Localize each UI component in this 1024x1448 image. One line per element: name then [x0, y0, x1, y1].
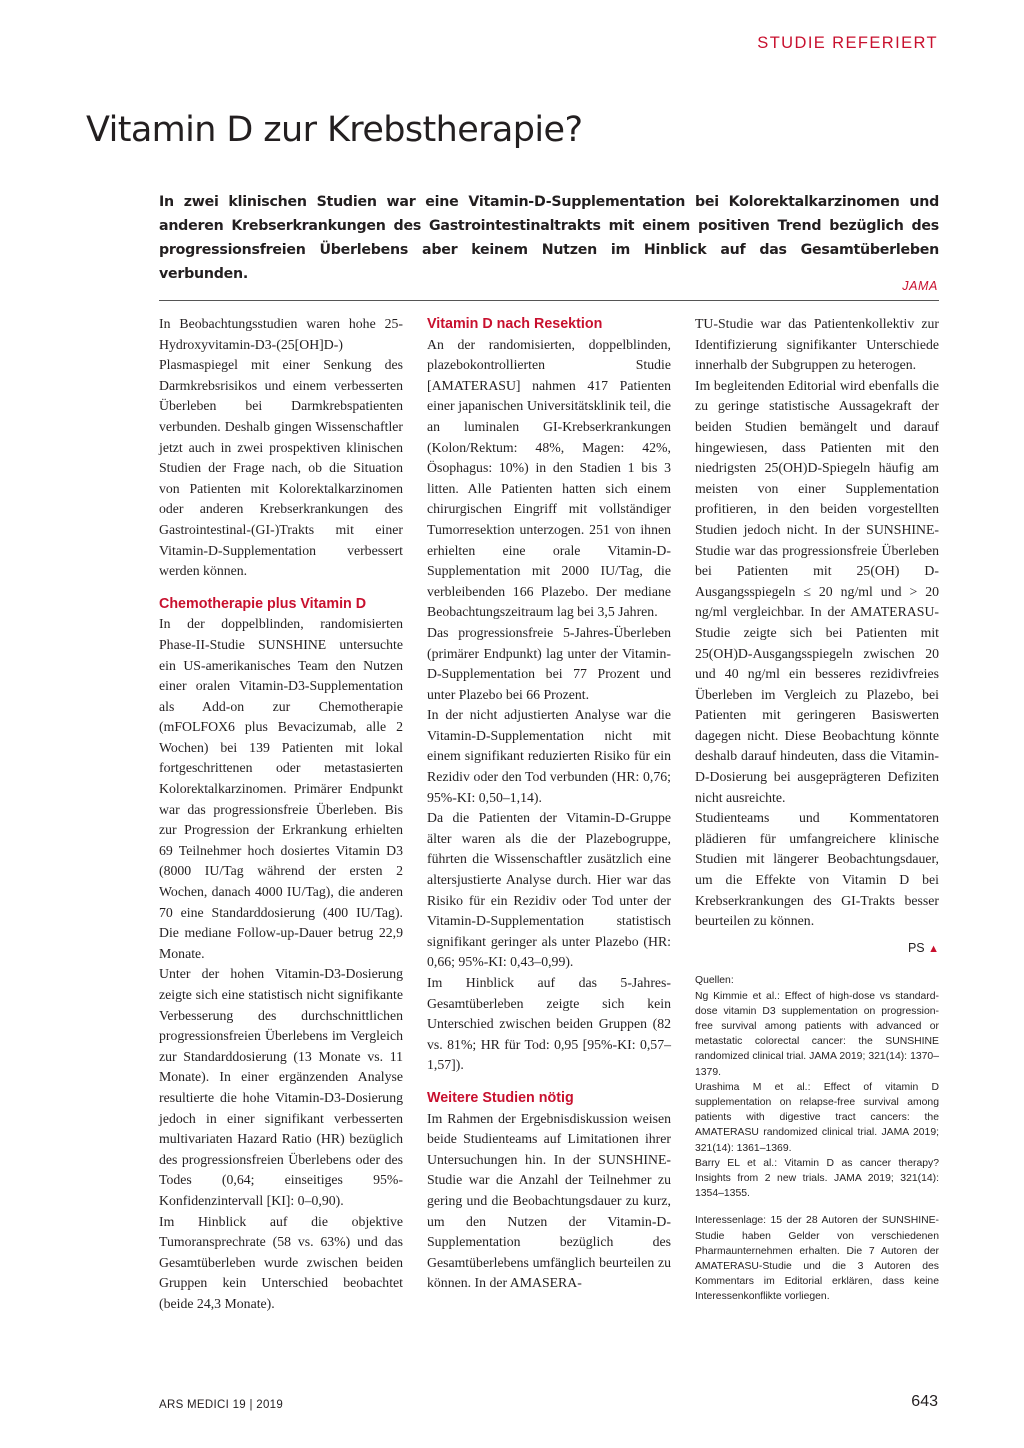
body-paragraph: Da die Patienten der Vitamin-D-Gruppe älter waren als die der Plazebogruppe, führten die Wissenschaftler zusätzlich eine altersjustierte Analyse durch. Hier war das Risiko für ein Rezidiv oder Tod unter der Vitamin-D-Supplementation statistisch signifikant geringer als unter Plazebo (HR: 0,66; 95%-KI: 0,43–0,99). [427, 810, 671, 970]
reference-item: Barry EL et al.: Vitamin D as cancer therapy? Insights from 2 new trials. JAMA 2019; 321(14): 1354–1355. [695, 1157, 939, 1200]
source-label: JAMA [902, 279, 938, 293]
article-lead: In zwei klinischen Studien war eine Vitamin-D-Supplementation bei Kolorektalkarzinomen und anderen Krebserkrankungen des Gastrointestinaltrakts mit einem positiven Trend bezüglich des progressionsfreien Überlebens aber keinem Nutzen im Hinblick auf das Gesamtüberleben verbunden. [159, 194, 939, 282]
page-number: 643 [911, 1393, 938, 1410]
body-paragraph: In der nicht adjustierten Analyse war die Vitamin-D-Supplementation nicht mit einem signifikant reduzierten Risiko für ein Rezidiv oder den Tod verbunden (HR: 0,76; 95%-KI: 0,50–1,14). [427, 707, 671, 805]
body-paragraph: Im begleitenden Editorial wird ebenfalls die zu geringe statistische Aussagekraft der beiden Studien bemängelt und darauf hingewiesen, dass Patienten mit den niedrigsten 25(OH)D-Spiegeln häufig am meisten von einer Supplementation profitieren, in den beiden vorgestellten Studien jedoch nicht. In der SUNSHINE-Studie war das progressionsfreie Überleben bei Patienten mit 25(OH) D-Ausgangsspiegeln ≤ 20 ng/ml und > 20 ng/ml vergleichbar. In der AMATERASU-Studie zeigte sich bei Patienten mit 25(OH)D-Ausgangsspiegeln zwischen 20 und 40 ng/ml ein besseres rezidivfreies Überleben im Vergleich zu Plazebo, bei Patienten mit geringeren Basiswerten dagegen nicht. Diese Beobachtung könnte deshalb darauf hindeuten, dass die Vitamin-D-Dosierung bei ausgeprägteren Defiziten nicht ausreichte. [695, 377, 939, 805]
column-1 [159, 314, 403, 1315]
end-marker-icon: ▲ [928, 942, 939, 955]
column-2 [427, 314, 671, 1294]
reference-item: Urashima M et al.: Effect of vitamin D supplementation on relapse-free survival among patients with digestive tract cancers: the AMATERASU randomized clinical trial. JAMA 2019; 321(14): 1361–1369. [695, 1081, 939, 1154]
references [695, 973, 939, 1201]
body-paragraph: Das progressionsfreie 5-Jahres-Überleben (primärer Endpunkt) lag unter der Vitamin-D-Supplementation bei 77 Prozent und unter Plazebo bei 66 Prozent. [427, 624, 671, 702]
body-paragraph: Studienteams und Kommentatoren plädieren für umfangreichere klinische Studien mit längerer Beobachtungsdauer, um die Effekte von Vitamin D bei Krebserkrankungen des GI-Trakts besser beurteilen zu können. [695, 810, 939, 929]
article-title: Vitamin D zur Krebstherapie? [86, 110, 583, 150]
subheading-resection: Vitamin D nach Resektion [427, 316, 603, 332]
body-paragraph: Unter der hohen Vitamin-D3-Dosierung zeigte sich eine statistisch nicht signifikante Verbesserung des durchschnittlichen progressionsfreien Überlebens im Vergleich zur Standarddosierung (13 Monate vs. 11 Monate). In einer ergänzenden Analyse resultierte die hohe Vitamin-D3-Dosierung jedoch in einer signifikant verbesserten multivariaten Hazard Ratio (HR) bezüglich des progressionsfreien Überlebens oder des Todes (0,64; einseitiges 95%-Konfidenzintervall [KI]: 0–0,90). [159, 966, 403, 1208]
header-divider [159, 300, 939, 301]
column-3 [695, 314, 939, 1305]
body-paragraph: Im Hinblick auf das 5-Jahres-Gesamtüberleben zeigte sich kein Unterschied zwischen beiden Gruppen (82 vs. 81%; HR für Tod: 0,95 [95%-KI: 0,57–1,57]). [427, 975, 671, 1073]
body-paragraph: TU-Studie war das Patientenkollektiv zur Identifizierung signifikanter Unterschiede innerhalb der Subgruppen zu heterogen. [695, 316, 939, 373]
subheading-chemotherapy: Chemotherapie plus Vitamin D [159, 595, 367, 612]
intro-paragraph: In Beobachtungsstudien waren hohe 25-Hydroxyvitamin-D3-(25[OH]D-) Plasmaspiegel mit einer Senkung des Darmkrebsrisikos und einem verbesserten Überleben bei Darmkrebspatienten verbunden. Deshalb gingen Wissenschaftler jetzt auch in zwei prospektiven klinischen Studien der Frage nach, ob die Situation von Patienten mit Kolorektalkarzinomen oder anderen Krebserkrankungen des Gastrointestinal-(GI-)Trakts mit einer Vitamin-D-Supplementation verbessert werden können. [159, 316, 403, 579]
body-paragraph: An der randomisierten, doppelblinden, plazebokontrollierten Studie [AMATERASU] nahmen 417 Patienten einer japanischen Universitätsklinik teil, die an luminalen GI-Krebserkrankungen (Kolon/Rektum: 48%, Magen: 42%, Ösophagus: 10%) in den Stadien 1 bis 3 litten. Alle Patienten hatten sich einem chirurgischen Eingriff mit vollständiger Tumorresektion unterzogen. 251 von ihnen erhielten eine orale Vitamin-D-Supplementation mit 2000 IU/Tag, die verbleibenden 166 Plazebo. Der mediane Beobachtungszeitraum lag bei 3,5 Jahren. [427, 336, 671, 620]
footer-journal: ARS MEDICI 19 | 2019 [159, 1399, 284, 1411]
author-initials: PS [907, 940, 925, 955]
body-paragraph: Im Rahmen der Ergebnisdiskussion weisen beide Studienteams auf Limitationen ihrer Untersuchungen hin. In der SUNSHINE-Studie war die Anzahl der Teilnehmer zu gering und die Beobachtungsdauer zu kurz, um den Nutzen der Vitamin-D-Supplementation bezüglich des Gesamtüberlebens umfänglich beurteilen zu können. In der AMASERA- [427, 1110, 671, 1291]
references-label: Quellen: [695, 975, 734, 987]
body-paragraph: In der doppelblinden, randomisierten Phase-II-Studie SUNSHINE untersuchte ein US-amerikanisches Team den Nutzen einer oralen Vitamin-D3-Supplementation als Add-on zur Chemotherapie (mFOLFOX6 plus Bevacizumab, alle 2 Wochen) bei 139 Patienten mit lokal fortgeschrittenen oder metastasierten Kolorektalkarzinomen. Primärer Endpunkt war das progressionsfreie Überleben. Bis zur Progression der Erkrankung erhielten 69 Teilnehmer hoch dosiertes Vitamin D3 (8000 IU/Tag während der ersten 2 Wochen, danach 4000 IU/Tag), die anderen 70 eine Standarddosierung (400 IU/Tag). Die mediane Follow-up-Dauer betrug 22,9 Monate. [159, 616, 403, 961]
author-signature [695, 938, 939, 960]
subheading-further-studies: Weitere Studien nötig [427, 1089, 574, 1106]
reference-item: Ng Kimmie et al.: Effect of high-dose vs standard-dose vitamin D3 supplementation on progression-free survival among patients with advanced or metastatic colorectal cancer: the SUNSHINE randomized clinical trial. JAMA 2019; 321(14): 1370–1379. [695, 990, 939, 1078]
section-tag: STUDIE REFERIERT [757, 34, 938, 52]
body-paragraph: Im Hinblick auf die objektive Tumoransprechrate (58 vs. 63%) und das Gesamtüberleben wurde zwischen beiden Gruppen kein Unterschied beobachtet (beide 24,3 Monate). [159, 1213, 403, 1311]
conflict-of-interest: Interessenlage: 15 der 28 Autoren der SUNSHINE-Studie haben Gelder von verschiedenen Pharmaunternehmen erhalten. Die 7 Autoren der AMATERASU-Studie und die 3 Autoren des Kommentars im Editorial erklären, dass keine Interessenkonflikte vorliegen. [695, 1215, 939, 1303]
